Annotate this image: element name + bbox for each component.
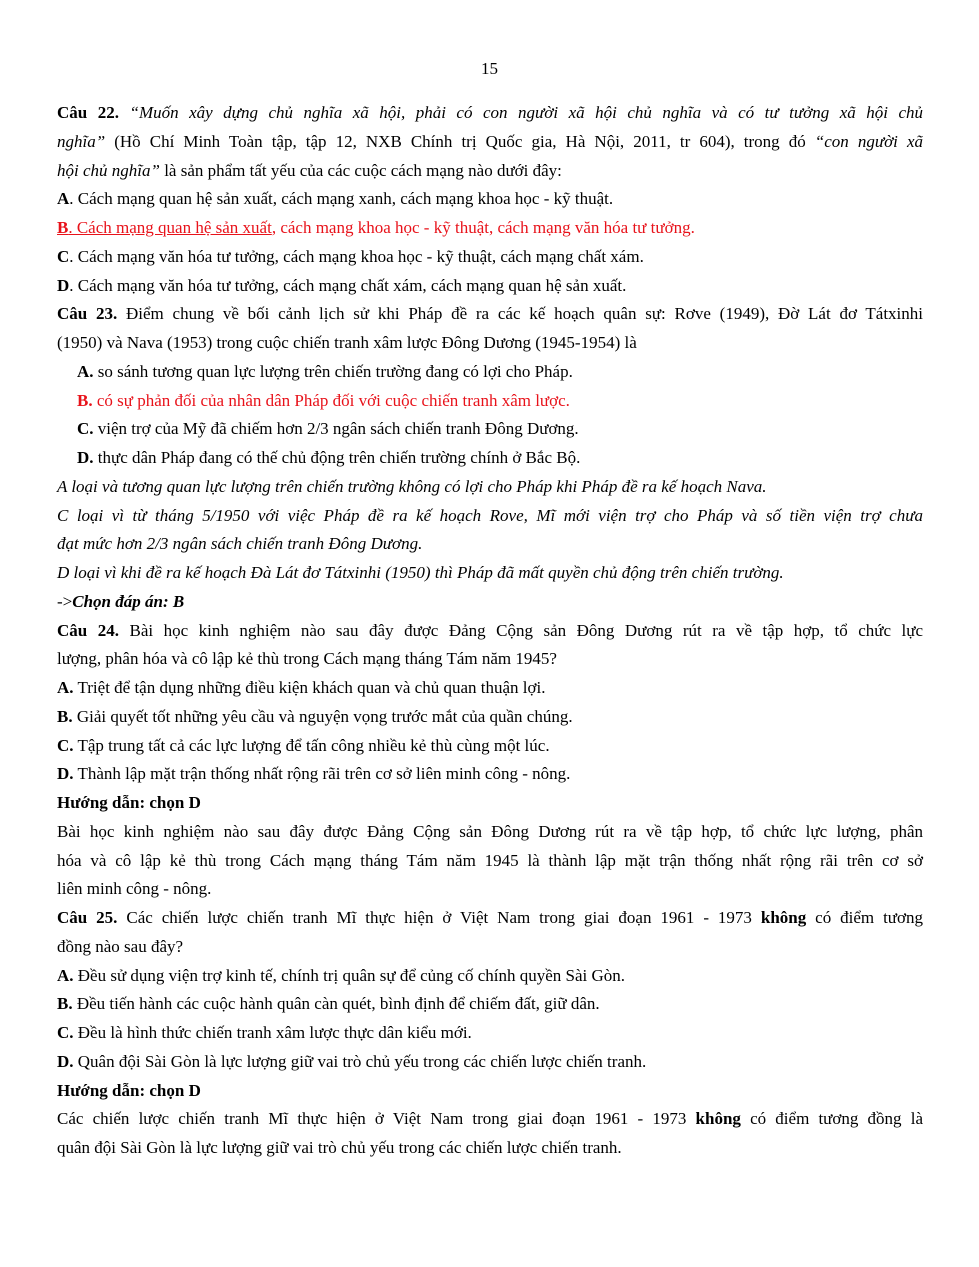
q24-option-d xyxy=(57,760,923,789)
q22-option-a-text: . Cách mạng quan hệ sản xuất, cách mạng xanh, cách mạng khoa học - kỹ thuật. xyxy=(69,189,614,209)
q22-option-c-letter: C xyxy=(57,246,70,266)
document-body xyxy=(57,99,923,1163)
q25-option-a xyxy=(57,962,923,991)
q24-explanation-line-1: Bài học kinh nghiệm nào sau đây được Đảng Cộng sản Đông Dương rút ra về tập hợp, tổ chức lực lượng, phân xyxy=(57,821,923,841)
q25-option-c xyxy=(57,1019,923,1048)
q22-option-a xyxy=(57,185,923,214)
q25-option-a-text: Đều sử dụng viện trợ kinh tế, chính trị quân sự để củng cố chính quyền Sài Gòn. xyxy=(73,965,626,985)
q22-option-b-text: , cách mạng khoa học - kỹ thuật, cách mạng văn hóa tư tưởng. xyxy=(271,218,695,237)
q23-option-a xyxy=(57,358,923,387)
q24-option-d-text: Thành lập mặt trận thống nhất rộng rãi trên cơ sở liên minh công - nông. xyxy=(73,764,571,784)
q23-answer xyxy=(57,588,923,617)
q22-question-end: là sản phẩm tất yếu của các cuộc cách mạng nào dưới đây: xyxy=(159,160,562,180)
q22-option-b-correct xyxy=(57,214,923,243)
q22-line-2 xyxy=(57,128,923,157)
q23-option-c-letter: C. xyxy=(77,419,94,439)
q23-answer-text: Chọn đáp án: B xyxy=(72,591,185,611)
q24-line-1 xyxy=(57,617,923,646)
q22-option-a-letter: A xyxy=(57,189,70,209)
q25-option-d-text: Quân đội Sài Gòn là lực lượng giữ vai trò chủ yếu trong các chiến lược chiến tranh. xyxy=(73,1051,647,1071)
q23-option-b-correct xyxy=(57,387,923,416)
q22-label: Câu 22. xyxy=(57,103,119,122)
q22-quote-3: hội chủ nghĩa” xyxy=(57,160,160,180)
q23-option-d xyxy=(57,444,923,473)
q24-option-a-letter: A. xyxy=(57,678,74,697)
q23-explanation-c-line-1 xyxy=(57,502,923,531)
q23-explanation-d xyxy=(57,559,923,588)
q22-option-c-text: . Cách mạng văn hóa tư tưởng, cách mạng khoa học - kỹ thuật, cách mạng chất xám. xyxy=(69,246,644,266)
q23-explanation-d-text: D loại vì khi đề ra kế hoạch Đà Lát đơ Tátxinhi (1950) thì Pháp đã mất quyền chủ động trên chiến trường. xyxy=(57,563,784,582)
q24-guide xyxy=(57,789,923,818)
q22-line-1 xyxy=(57,99,923,128)
q23-option-d-letter: D. xyxy=(77,448,94,467)
q23-explanation-c-text-2: đạt mức hơn 2/3 ngân sách chiến tranh Đông Dương. xyxy=(57,534,423,554)
q23-option-a-letter: A. xyxy=(77,361,94,381)
q24-option-c-letter: C. xyxy=(57,735,74,755)
page-number: 15 xyxy=(481,59,498,78)
q24-explanation-line-2: hóa và cô lập kẻ thù trong Cách mạng tháng Tám năm 1945 là thành lập mặt trận thống nhất rộng rãi trên cơ sở xyxy=(57,850,923,870)
q24-option-a-text: Triệt để tận dụng những điều kiện khách quan và chủ quan thuận lợi. xyxy=(73,678,546,697)
q25-option-d-letter: D. xyxy=(57,1051,74,1071)
q24-guide-text: Hướng dẫn: chọn D xyxy=(57,793,201,812)
q22-quote: “Muốn xây dựng chủ nghĩa xã hội, phải có con người xã hội chủ nghĩa và có tư tưởng xã hội chủ xyxy=(129,103,924,122)
q23-option-a-text: so sánh tương quan lực lượng trên chiến trường đang có lợi cho Pháp. xyxy=(93,361,573,381)
q24-option-c-text: Tập trung tất cả các lực lượng để tấn công nhiều kẻ thù cùng một lúc. xyxy=(73,735,550,755)
q23-explanation-a-text: A loại và tương quan lực lượng trên chiến trường không có lợi cho Pháp khi Pháp đề ra kế hoạch Nava. xyxy=(57,476,767,496)
q25-question-b: có điểm tương xyxy=(806,908,924,927)
q25-option-c-text: Đều là hình thức chiến tranh xâm lược thực dân kiểu mới. xyxy=(73,1023,472,1042)
q24-option-b xyxy=(57,703,923,732)
q23-line-2: (1950) và Nava (1953) trong cuộc chiến tranh xâm lược Đông Dương (1945-1954) là xyxy=(57,333,637,352)
q23-option-b-letter: B. xyxy=(77,390,93,410)
q23-explanation-a xyxy=(57,473,923,502)
q23-explanation-c-text-1: C loại vì từ tháng 5/1950 với việc Pháp đề ra kế hoạch Rove, Mĩ mới viện trợ cho Pháp và số tiền viện trợ chưa xyxy=(57,505,923,525)
q25-option-b-text: Đều tiến hành các cuộc hành quân càn quét, bình định để chiếm đất, giữ dân. xyxy=(72,994,600,1014)
q23-line-1 xyxy=(57,300,923,329)
q25-label: Câu 25. xyxy=(57,908,118,927)
q22-quote-2: “con người xã xyxy=(814,131,923,151)
q25-question-emphasis: không xyxy=(760,908,807,927)
q24-label: Câu 24. xyxy=(57,620,119,640)
q25-option-a-letter: A. xyxy=(57,965,74,985)
q24-option-d-letter: D. xyxy=(57,764,74,784)
q22-option-d xyxy=(57,272,923,301)
q25-guide xyxy=(57,1077,923,1106)
q22-citation: (Hồ Chí Minh Toàn tập, tập 12, NXB Chính trị Quốc gia, Hà Nội, 2011, tr 604), trong đó xyxy=(105,131,815,151)
q23-option-d-text: thực dân Pháp đang có thế chủ động trên chiến trường chính ở Bắc Bộ. xyxy=(93,448,581,467)
q25-option-b-letter: B. xyxy=(57,994,73,1014)
q24-option-a xyxy=(57,674,923,703)
q25-explanation-line-2: quân đội Sài Gòn là lực lượng giữ vai trò chủ yếu trong các chiến lược chiến tranh. xyxy=(57,1138,622,1157)
q22-option-c xyxy=(57,243,923,272)
q23-option-b-text: có sự phản đối của nhân dân Pháp đối với cuộc chiến tranh xâm lược. xyxy=(92,390,570,410)
q22-option-d-text: . Cách mạng văn hóa tư tưởng, cách mạng chất xám, cách mạng quan hệ sản xuất. xyxy=(69,275,627,295)
q23-question: Điểm chung về bối cảnh lịch sử khi Pháp đề ra các kế hoạch quân sự: Rơve (1949), Đờ Lát đơ Tátxinhi xyxy=(117,304,923,324)
q23-explanation-c-line-2 xyxy=(57,530,923,559)
q24-option-b-letter: B. xyxy=(57,706,73,726)
q23-label: Câu 23. xyxy=(57,304,118,324)
q24-line-2: lượng, phân hóa và cô lập kẻ thù trong Cách mạng tháng Tám năm 1945? xyxy=(57,649,557,669)
q22-quote-end: nghĩa” xyxy=(57,131,106,151)
q23-option-c xyxy=(57,415,923,444)
q22-option-b-letter: B xyxy=(57,218,69,237)
q25-explanation-line-1 xyxy=(57,1105,923,1134)
q25-guide-text: Hướng dẫn: chọn D xyxy=(57,1080,201,1100)
q22-line-3 xyxy=(57,157,923,186)
q25-option-d xyxy=(57,1048,923,1077)
arrow-icon: -> xyxy=(57,591,73,611)
q23-option-c-text: viện trợ của Mỹ đã chiếm hơn 2/3 ngân sách chiến tranh Đông Dương. xyxy=(93,419,579,439)
q22-option-b-text-underlined: . Cách mạng quan hệ sản xuất xyxy=(68,218,272,237)
q25-line-1 xyxy=(57,904,923,933)
q25-explanation-a: Các chiến lược chiến tranh Mĩ thực hiện ở Việt Nam trong giai đoạn 1961 - 1973 xyxy=(57,1109,696,1129)
q22-option-d-letter: D xyxy=(57,275,70,295)
q25-question-a: Các chiến lược chiến tranh Mĩ thực hiện ở Việt Nam trong giai đoạn 1961 - 1973 xyxy=(117,908,761,927)
q24-question: Bài học kinh nghiệm nào sau đây được Đảng Cộng sản Đông Dương rút ra về tập hợp, tổ chức lực xyxy=(118,620,923,640)
q25-option-b xyxy=(57,990,923,1019)
q24-option-b-text: Giải quyết tốt những yêu cầu và nguyện vọng trước mắt của quần chúng. xyxy=(72,706,573,726)
q24-option-c xyxy=(57,732,923,761)
q25-option-c-letter: C. xyxy=(57,1023,74,1042)
q25-explanation-b: có điểm tương đồng là xyxy=(740,1109,923,1129)
q24-explanation-line-3: liên minh công - nông. xyxy=(57,879,212,899)
q25-explanation-emphasis: không xyxy=(695,1109,741,1129)
q25-line-2: đồng nào sau đây? xyxy=(57,936,184,956)
